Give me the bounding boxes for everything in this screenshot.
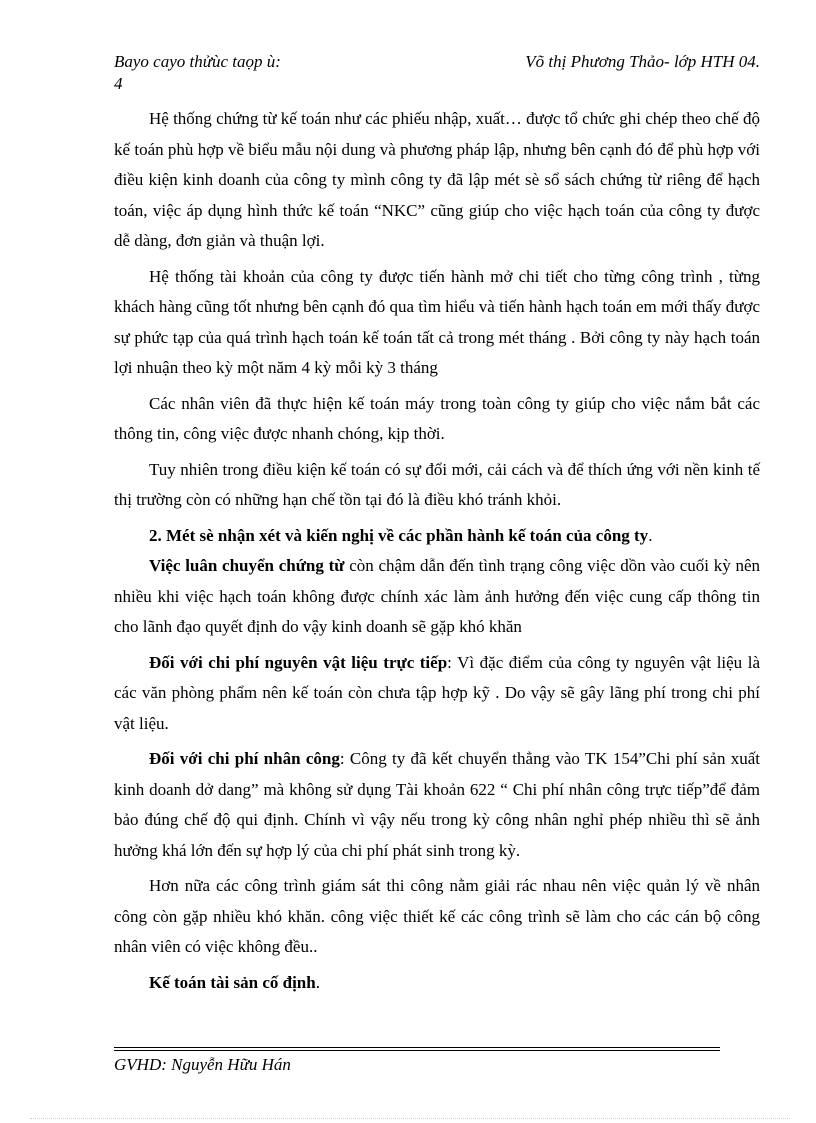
header-author: Võ thị Phương Thảo- lớp HTH 04. <box>525 52 760 71</box>
paragraph-labor-cost-lead: Đối với chi phí nhân công <box>149 749 340 768</box>
paragraph-document-flow <box>114 551 760 643</box>
section-heading-fixed-assets-period: . <box>315 972 320 992</box>
header-author-overflow: 4 <box>114 74 123 93</box>
paragraph-vouchers: Hệ thống chứng từ kế toán như các phiếu nhập, xuất… được tổ chức ghi chép theo chế độ kế toán phù hợp về biểu mẫu nội dung và phương pháp lập, nhưng bên cạnh đó để phù hợp với điều kiện kinh doanh của công ty mình công ty đã lập mét sè sổ sách chứng từ riêng để hạch toán, việc áp dụng hình thức kế toán “NKC” cũng giúp cho việc hạch toán của công ty được dễ dàng, đơn giản và thuận lợi. <box>114 109 760 250</box>
page-bottom-dotted-line <box>30 1118 790 1119</box>
paragraph-document-flow-lead: Việc luân chuyển chứng từ <box>149 556 345 575</box>
footer-divider-secondary <box>114 1050 720 1051</box>
paragraph-staff: Các nhân viên đã thực hiện kế toán máy trong toàn công ty giúp cho việc nắm bắt các thông tin, công việc được nhanh chóng, kịp thời. <box>114 393 760 443</box>
section-heading-2-period: . <box>648 525 653 545</box>
paragraph-material-cost <box>114 648 760 740</box>
paragraph-material-cost-lead: Đối với chi phí nguyên vật liệu trực tiếp <box>149 652 448 672</box>
section-heading-2 <box>114 521 760 552</box>
paragraph-limitations: Tuy nhiên trong điều kiện kế toán có sự đổi mới, cải cách và để thích ứng với nền kinh tế thị trường còn có những hạn chế tồn tại đó là điều khó tránh khỏi. <box>114 459 760 509</box>
section-heading-fixed-assets-text: Kế toán tài sản cố định <box>149 972 316 992</box>
paragraph-material-cost-text: : Vì đặc điểm của công ty nguyên vật liệu là các văn phòng phẩm nên kế toán còn chưa tập hợp kỹ . Do vậy sẽ gây lãng phí trong chi phí vật liệu. <box>114 652 760 733</box>
document-body <box>114 104 760 998</box>
paragraph-supervision: Hơn nữa các công trình giám sát thi công nằm giải rác nhau nên việc quản lý về nhân công còn gặp nhiều khó khăn. công việc thiết kế các công trình sẽ làm cho các cán bộ công nhân viên có việc không đều.. <box>114 876 760 956</box>
paragraph-document-flow-text: còn chậm dẫn đến tình trạng công việc dồn vào cuối kỳ nên nhiều khi việc hạch toán không được chính xác làm ảnh hưởng đến việc cung cấp thông tin cho lãnh đạo quyết định do vậy kinh doanh sẽ gặp khó khăn <box>114 556 760 636</box>
paragraph-accounts: Hệ thống tài khoản của công ty được tiến hành mở chi tiết cho từng công trình , từng khách hàng cũng tốt nhưng bên cạnh đó qua tìm hiểu và tiến hành hạch toán em mới thấy được sự phức tạp của quá trình hạch toán kế toán tất cả trong mét tháng . Bởi công ty này hạch toán lợi nhuận theo kỳ một năm 4 kỳ mỗi kỳ 3 tháng <box>114 266 760 377</box>
section-heading-fixed-assets <box>114 968 760 999</box>
paragraph-labor-cost-text: : Công ty đã kết chuyển thẳng vào TK 154”Chi phí sản xuất kinh doanh dở dang” mà không sử dụng Tài khoản 622 “ Chi phí nhân công trực tiếp”để đảm bảo đúng chế độ qui định. Chính vì vậy nếu trong kỳ công nhân nghỉ phép nhiều thì sẽ ảnh hưởng khá lớn đến sự hợp lý của chi phí phát sinh trong kỳ. <box>114 749 761 860</box>
footer-supervisor: GVHD: Nguyễn Hữu Hán <box>114 1055 291 1074</box>
section-heading-2-text: 2. Mét sè nhận xét và kiến nghị về các phần hành kế toán của công ty <box>149 525 649 545</box>
footer-divider <box>114 1047 720 1048</box>
paragraph-labor-cost <box>114 744 760 866</box>
header-report-title: Bayo cayo thửùc taọp ù: <box>114 52 281 71</box>
